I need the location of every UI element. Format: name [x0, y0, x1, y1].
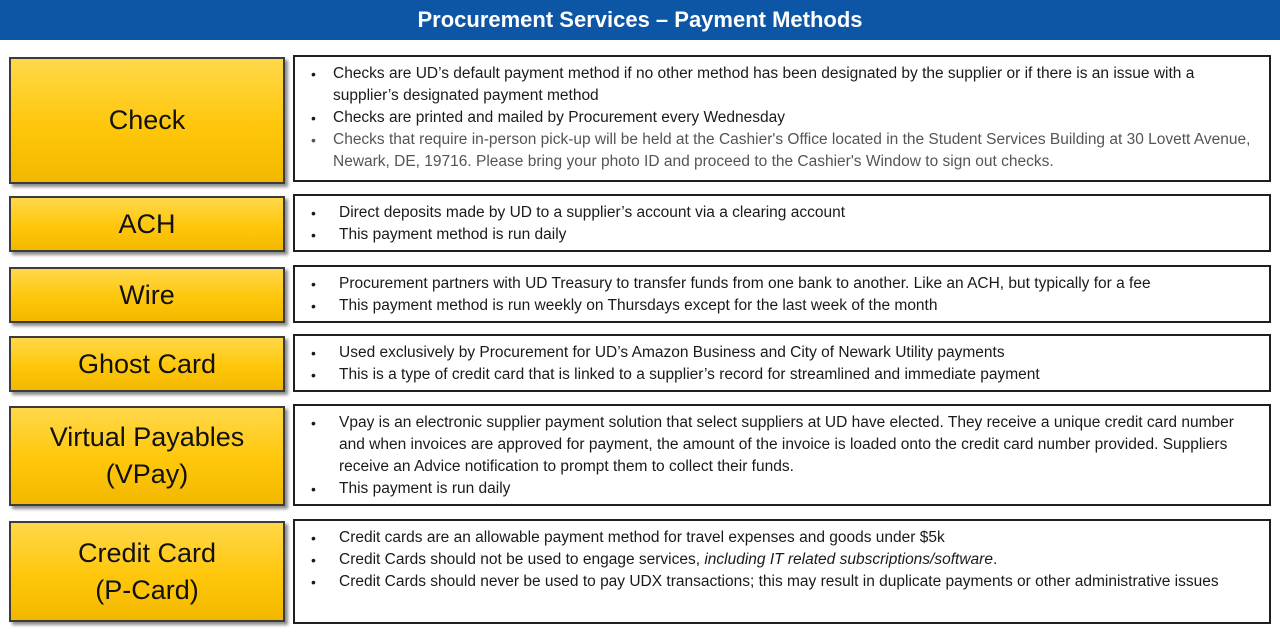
desc-ghost-card: [293, 334, 1271, 392]
label-line: Ghost Card: [77, 348, 217, 379]
list-item: [307, 549, 1255, 571]
label-check: [9, 57, 285, 184]
list-item-text: Vpay is an electronic supplier payment solution that select suppliers at UD have elected. They receive a unique credit card number and when invoices are approved for payment, the amount of the invoice is loaded onto the credit card number provided. Suppliers receive an Advice notification to prompt them to collect their funds.: [339, 414, 1234, 475]
bullet-icon: •: [311, 481, 316, 497]
list-item-text: Credit Cards should never be used to pay UDX transactions; this may result in duplicate payments or other administrative issues: [339, 573, 1219, 590]
list-item: [307, 478, 1255, 500]
list-item-emphasis: including IT related subscriptions/software: [704, 551, 993, 568]
list-item-text: Checks are UD’s default payment method if no other method has been designated by the supplier or if there is an issue with a supplier’s designated payment method: [333, 65, 1195, 104]
label-line: Check: [108, 105, 186, 135]
label-ghost-card: [9, 336, 285, 392]
label-line: (P-Card): [95, 574, 199, 605]
list-item: [307, 129, 1255, 173]
list-item: [307, 273, 1255, 295]
bullet-icon: •: [311, 415, 316, 431]
list-item-text: Procurement partners with UD Treasury to transfer funds from one bank to another. Like an ACH, but typically for a fee: [339, 275, 1151, 292]
bullet-icon: •: [311, 132, 316, 148]
list-item: [307, 412, 1255, 478]
list-item-text: This payment method is run daily: [339, 226, 567, 243]
bullet-icon: •: [311, 552, 316, 568]
bullet-icon: •: [311, 345, 316, 361]
label-line: Credit Card: [77, 537, 217, 568]
bullet-icon: •: [311, 367, 316, 383]
bullet-icon: •: [311, 530, 316, 546]
list-item: [307, 63, 1255, 107]
list-item-text: This is a type of credit card that is linked to a supplier’s record for streamlined and immediate payment: [339, 366, 1040, 383]
desc-credit-card: [293, 519, 1271, 624]
list-item-text: Used exclusively by Procurement for UD’s Amazon Business and City of Newark Utility payments: [339, 344, 1005, 361]
list-item-text: Credit Cards should not be used to engage services,: [339, 551, 705, 568]
list-item: [307, 571, 1255, 593]
list-item-text: Direct deposits made by UD to a supplier’s account via a clearing account: [339, 204, 846, 221]
list-item: [307, 342, 1255, 364]
label-credit-card: [9, 521, 285, 622]
list-item: [307, 202, 1255, 224]
bullet-icon: •: [311, 110, 316, 126]
label-line: Wire: [119, 279, 175, 310]
desc-ach: [293, 194, 1271, 252]
label-ach: [9, 196, 285, 252]
bullet-icon: •: [311, 205, 316, 221]
list-item-text: Checks are printed and mailed by Procurement every Wednesday: [333, 109, 786, 126]
label-line: (VPay): [105, 459, 189, 489]
bullet-icon: •: [311, 298, 316, 314]
label-line: Virtual Payables: [49, 422, 245, 452]
list-item-text: Credit cards are an allowable payment method for travel expenses and goods under $5k: [339, 529, 945, 546]
label-wire: [9, 267, 285, 323]
list-item: [307, 107, 1255, 129]
list-item: [307, 295, 1255, 317]
desc-virtual-payables: [293, 404, 1271, 506]
page-title: Procurement Services – Payment Methods: [0, 0, 1280, 40]
label-line: ACH: [118, 208, 176, 239]
bullet-icon: •: [311, 227, 316, 243]
list-item: [307, 224, 1255, 246]
list-item-text: .: [992, 551, 998, 568]
label-virtual-payables: [9, 406, 285, 506]
desc-wire: [293, 265, 1271, 323]
list-item-text: This payment is run daily: [339, 480, 511, 497]
desc-check: [293, 55, 1271, 182]
list-item-text: Checks that require in-person pick-up will be held at the Cashier's Office located in the Student Services Building at 30 Lovett Avenue, Newark, DE, 19716. Please bring your photo ID and proceed to the Cashier's Window to sign out checks.: [333, 131, 1251, 170]
bullet-icon: •: [311, 574, 316, 590]
list-item: [307, 364, 1255, 386]
list-item-text: This payment method is run weekly on Thursdays except for the last week of the month: [339, 297, 938, 314]
bullet-icon: •: [311, 276, 316, 292]
list-item: [307, 527, 1255, 549]
bullet-icon: •: [311, 66, 316, 82]
